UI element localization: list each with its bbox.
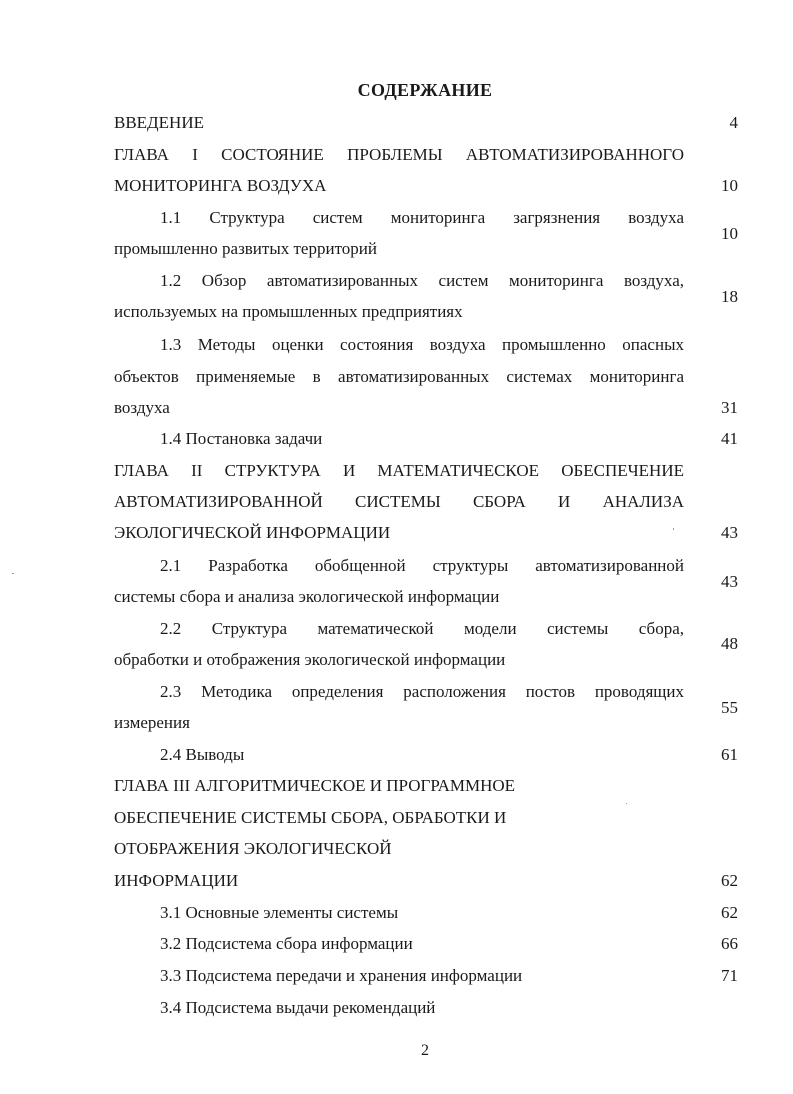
toc-page-ref: 61: [721, 745, 738, 764]
toc-line: ОБЕСПЕЧЕНИЕ СИСТЕМЫ СБОРА, ОБРАБОТКИ И: [114, 808, 507, 827]
toc-page-ref: 43: [721, 572, 738, 591]
toc-line: 2.1 Разработка обобщенной структуры автоматизированной: [160, 556, 684, 575]
page-title: СОДЕРЖАНИЕ: [357, 80, 493, 100]
toc-line: системы сбора и анализа экологической информации: [114, 587, 500, 606]
toc-line: 3.2 Подсистема сбора информации: [160, 934, 413, 953]
toc-line: МОНИТОРИНГА ВОЗДУХА: [114, 176, 327, 195]
toc-line: ГЛАВА II СТРУКТУРА И МАТЕМАТИЧЕСКОЕ ОБЕСПЕЧЕНИЕ: [114, 461, 684, 480]
toc-page-ref: 31: [721, 398, 738, 417]
toc-line: обработки и отображения экологической информации: [114, 650, 506, 669]
toc-line: 1.1 Структура систем мониторинга загрязнения воздуха: [160, 208, 684, 227]
scan-speck: [626, 803, 627, 804]
toc-line: 1.3 Методы оценки состояния воздуха промышленно опасных: [160, 335, 684, 354]
toc-line: ГЛАВА I СОСТОЯНИЕ ПРОБЛЕМЫ АВТОМАТИЗИРОВАННОГО: [114, 145, 684, 164]
toc-page-ref: 10: [721, 224, 738, 243]
toc-line: промышленно развитых территорий: [114, 239, 377, 258]
toc-line: ЭКОЛОГИЧЕСКОЙ ИНФОРМАЦИИ: [114, 523, 391, 542]
toc-page-ref: 48: [721, 634, 738, 653]
toc-line: ГЛАВА III АЛГОРИТМИЧЕСКОЕ И ПРОГРАММНОЕ: [114, 776, 516, 795]
page-number: 2: [421, 1042, 429, 1059]
toc-page-ref: 41: [721, 429, 738, 448]
scan-speck: [12, 573, 14, 574]
toc-line: 3.4 Подсистема выдачи рекомендаций: [160, 998, 436, 1017]
toc-line: 1.2 Обзор автоматизированных систем мониторинга воздуха,: [160, 271, 684, 290]
toc-line: 1.4 Постановка задачи: [160, 429, 323, 448]
toc-line: 3.1 Основные элементы системы: [160, 903, 399, 922]
toc-line: 2.2 Структура математической модели системы сбора,: [160, 619, 684, 638]
toc-line: воздуха: [114, 398, 170, 417]
toc-line: измерения: [114, 713, 190, 732]
toc-line: 3.3 Подсистема передачи и хранения информации: [160, 966, 523, 985]
toc-line: ОТОБРАЖЕНИЯ ЭКОЛОГИЧЕСКОЙ: [114, 839, 392, 858]
toc-page-ref: 71: [721, 966, 738, 985]
toc-page-ref: 62: [721, 903, 738, 922]
toc-line: ВВЕДЕНИЕ: [114, 113, 204, 132]
toc-line: АВТОМАТИЗИРОВАННОЙ СИСТЕМЫ СБОРА И АНАЛИЗА: [114, 492, 684, 511]
toc-page-ref: 43: [721, 523, 738, 542]
toc-page-ref: 10: [721, 176, 738, 195]
toc-line: ИНФОРМАЦИИ: [114, 871, 239, 890]
scan-speck: [673, 528, 674, 530]
toc-line: используемых на промышленных предприятиях: [114, 302, 463, 321]
toc-page-ref: 55: [721, 698, 738, 717]
toc-line: 2.3 Методика определения расположения постов проводящих: [160, 682, 684, 701]
toc-page-ref: 18: [721, 287, 738, 306]
toc-page-ref: 62: [721, 871, 738, 890]
toc-page-ref: 66: [721, 934, 738, 953]
toc-line: 2.4 Выводы: [160, 745, 245, 764]
toc-line: объектов применяемые в автоматизированных системах мониторинга: [114, 367, 684, 386]
toc-page-ref: 4: [729, 113, 738, 132]
